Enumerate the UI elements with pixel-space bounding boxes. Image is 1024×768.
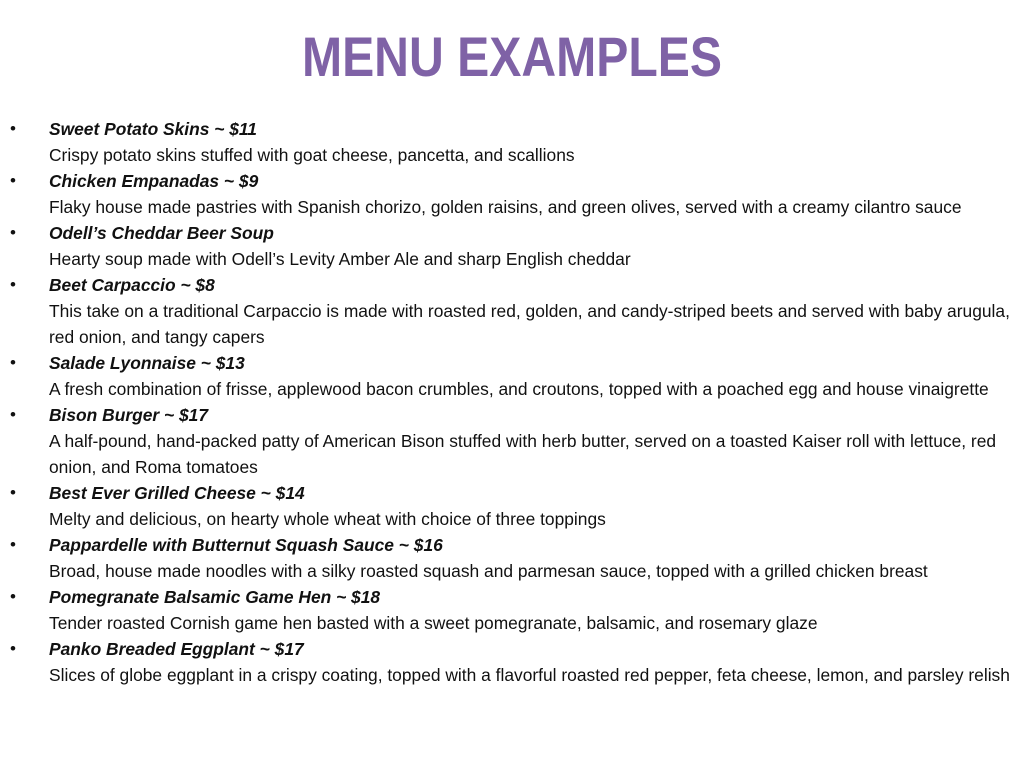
dish-name: Pappardelle with Butternut Squash Sauce ~ $16 — [49, 535, 443, 555]
menu-item — [10, 220, 1015, 272]
dish-description: Tender roasted Cornish game hen basted with a sweet pomegranate, balsamic, and rosemary glaze — [49, 613, 818, 633]
menu-item — [10, 532, 1015, 584]
menu-item — [10, 168, 1015, 220]
dish-name: Bison Burger ~ $17 — [49, 405, 208, 425]
dish-name: Panko Breaded Eggplant ~ $17 — [49, 639, 304, 659]
dish-description: Slices of globe eggplant in a crispy coating, topped with a flavorful roasted red pepper, feta cheese, lemon, and parsley relish — [49, 665, 1010, 685]
bullet-icon: • — [10, 483, 16, 502]
dish-description: This take on a traditional Carpaccio is made with roasted red, golden, and candy-striped beets and served with baby arugula, red onion, and tangy capers — [49, 301, 1010, 347]
bullet-icon: • — [10, 535, 16, 554]
dish-name: Beet Carpaccio ~ $8 — [49, 275, 215, 295]
dish-name: Chicken Empanadas ~ $9 — [49, 171, 259, 191]
dish-description: Flaky house made pastries with Spanish chorizo, golden raisins, and green olives, served with a creamy cilantro sauce — [49, 197, 962, 217]
dish-description: Broad, house made noodles with a silky roasted squash and parmesan sauce, topped with a grilled chicken breast — [49, 561, 928, 581]
menu-list — [10, 116, 1015, 688]
dish-name: Pomegranate Balsamic Game Hen ~ $18 — [49, 587, 381, 607]
bullet-icon: • — [10, 119, 16, 138]
dish-description: Hearty soup made with Odell’s Levity Amber Ale and sharp English cheddar — [49, 249, 631, 269]
bullet-icon: • — [10, 171, 16, 190]
dish-name: Salade Lyonnaise ~ $13 — [49, 353, 245, 373]
dish-name: Odell’s Cheddar Beer Soup — [49, 223, 274, 243]
menu-item — [10, 350, 1015, 402]
bullet-icon: • — [10, 353, 16, 372]
menu-item — [10, 480, 1015, 532]
bullet-icon: • — [10, 405, 16, 424]
menu-item — [10, 116, 1015, 168]
menu-item — [10, 636, 1015, 688]
dish-name: Sweet Potato Skins ~ $11 — [49, 119, 257, 139]
menu-item — [10, 584, 1015, 636]
menu-item — [10, 402, 1015, 480]
bullet-icon: • — [10, 223, 16, 242]
slide-title: MENU EXAMPLES — [301, 25, 723, 88]
bullet-icon: • — [10, 275, 16, 294]
dish-name: Best Ever Grilled Cheese ~ $14 — [49, 483, 305, 503]
bullet-icon: • — [10, 587, 16, 606]
dish-description: Crispy potato skins stuffed with goat cheese, pancetta, and scallions — [49, 145, 575, 165]
bullet-icon: • — [10, 639, 16, 658]
menu-item — [10, 272, 1015, 350]
dish-description: A fresh combination of frisse, applewood bacon crumbles, and croutons, topped with a poached egg and house vinaigrette — [49, 379, 989, 399]
dish-description: Melty and delicious, on hearty whole wheat with choice of three toppings — [49, 509, 606, 529]
dish-description: A half-pound, hand-packed patty of American Bison stuffed with herb butter, served on a toasted Kaiser roll with lettuce, red onion, and Roma tomatoes — [49, 431, 997, 477]
